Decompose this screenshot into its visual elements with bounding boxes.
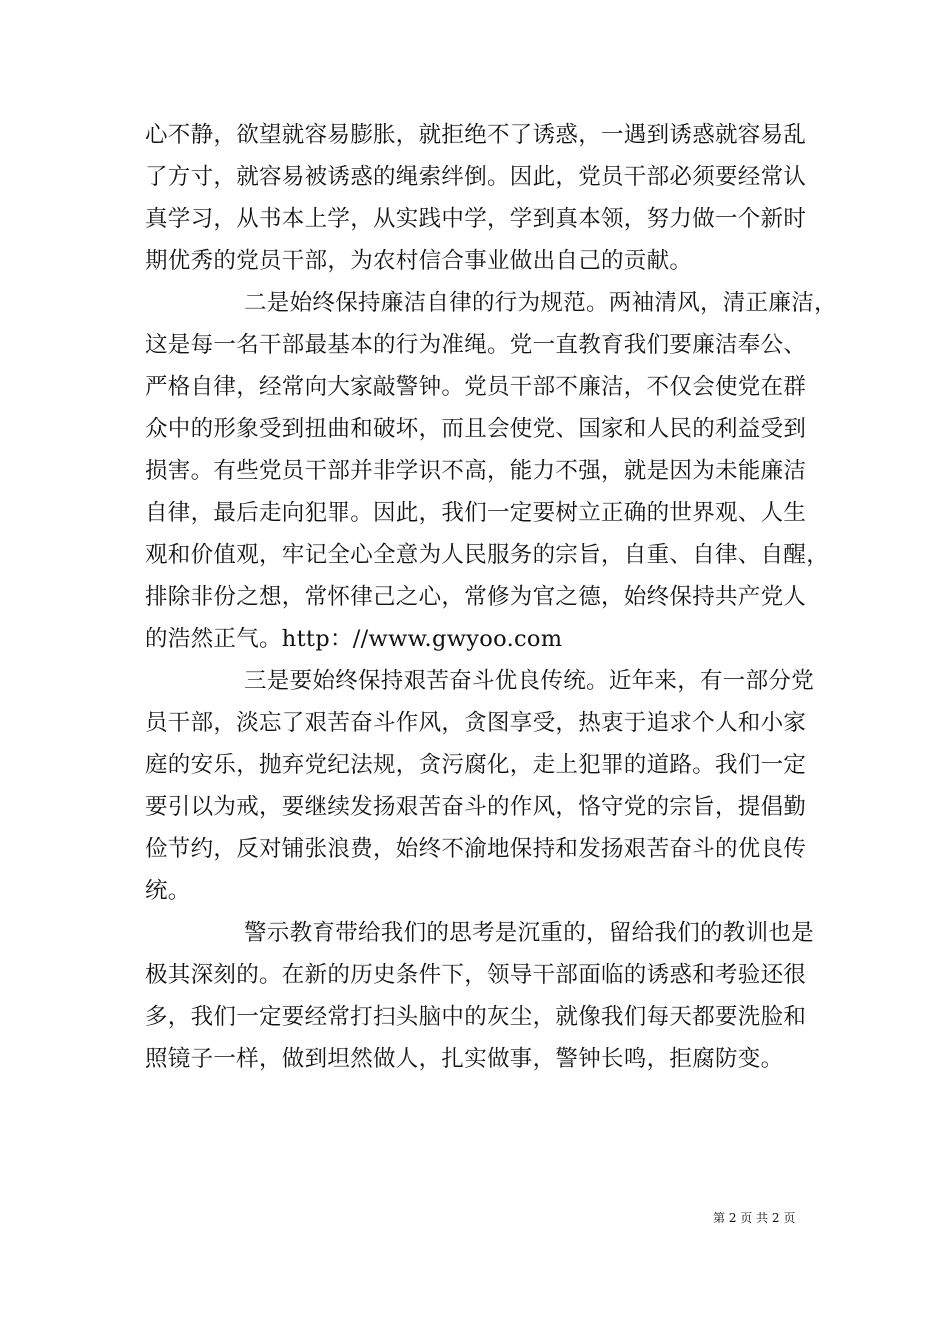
body-text-line: 极其深刻的。在新的历史条件下，领导干部面临的诱惑和考验还很 <box>145 962 807 988</box>
body-text-line: 严格自律，经常向大家敲警钟。党员干部不廉洁，不仅会使党在群 <box>145 374 807 400</box>
body-text-line: 的浩然正气。http：//www.gwyoo.com <box>145 626 563 652</box>
body-text-line: 庭的安乐，抛弃党纪法规，贪污腐化，走上犯罪的道路。我们一定 <box>145 752 807 778</box>
body-text-line: 心不静，欲望就容易膨胀，就拒绝不了诱惑，一遇到诱惑就容易乱 <box>145 122 807 148</box>
body-text-line: 照镜子一样，做到坦然做人，扎实做事，警钟长鸣，拒腐防变。 <box>145 1046 784 1072</box>
body-text-line: 真学习，从书本上学，从实践中学，学到真本领，努力做一个新时 <box>145 206 807 232</box>
body-text-line: 众中的形象受到扭曲和破坏，而且会使党、国家和人民的利益受到 <box>145 416 807 442</box>
body-text-line: 员干部，淡忘了艰苦奋斗作风，贪图享受，热衷于追求个人和小家 <box>145 710 807 736</box>
body-text-line: 这是每一名干部最基本的行为准绳。党一直教育我们要廉洁奉公、 <box>145 332 807 358</box>
body-text-line: 损害。有些党员干部并非学识不高，能力不强，就是因为未能廉洁 <box>145 458 807 484</box>
body-text-line: 观和价值观，牢记全心全意为人民服务的宗旨，自重、自律、自醒， <box>145 542 830 568</box>
body-text-line: 了方寸，就容易被诱惑的绳索绊倒。因此，党员干部必须要经常认 <box>145 164 807 190</box>
body-text-line: 排除非份之想，常怀律己之心，常修为官之德，始终保持共产党人 <box>145 584 807 610</box>
body-text-line: 要引以为戒，要继续发扬艰苦奋斗的作风，恪守党的宗旨，提倡勤 <box>145 794 807 820</box>
body-text-line: 俭节约，反对铺张浪费，始终不渝地保持和发扬艰苦奋斗的优良传 <box>145 836 807 862</box>
paragraph-4-start: 警示教育带给我们的思考是沉重的，留给我们的教训也是 <box>244 920 815 946</box>
body-text-line: 多，我们一定要经常打扫头脑中的灰尘，就像我们每天都要洗脸和 <box>145 1004 807 1030</box>
body-text-line: 期优秀的党员干部，为农村信合事业做出自己的贡献。 <box>145 248 693 274</box>
page-number-footer: 第 2 页 共 2 页 <box>713 1211 796 1225</box>
body-text-line: 统。 <box>145 878 191 904</box>
body-text-line: 自律，最后走向犯罪。因此，我们一定要树立正确的世界观、人生 <box>145 500 807 526</box>
paragraph-2-start: 二是始终保持廉洁自律的行为规范。两袖清风，清正廉洁， <box>244 290 837 316</box>
paragraph-3-start: 三是要始终保持艰苦奋斗优良传统。近年来，有一部分党 <box>244 668 815 694</box>
